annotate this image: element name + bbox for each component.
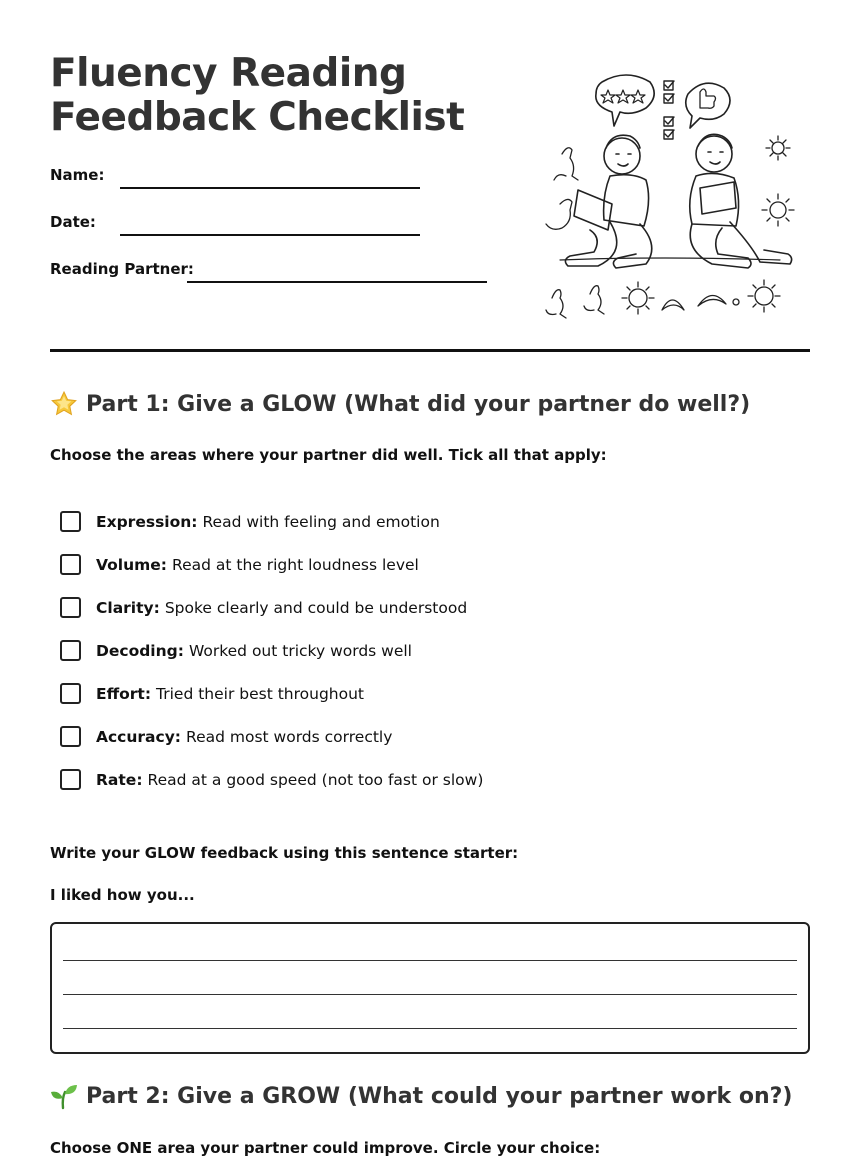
title-line-1: Fluency Reading <box>50 51 407 96</box>
part1-heading <box>50 390 750 418</box>
checkbox[interactable] <box>60 597 81 618</box>
item-label: Rate: <box>96 770 143 789</box>
item-label: Decoding: <box>96 641 184 660</box>
checkbox[interactable] <box>60 554 81 575</box>
thumbs-up-bubble-icon <box>686 83 730 128</box>
boomerang-icons <box>662 295 726 310</box>
checklist-item-volume <box>60 554 419 575</box>
worksheet-title <box>50 52 530 140</box>
name-field <box>50 166 104 184</box>
item-label: Clarity: <box>96 598 160 617</box>
item-text: Read most words correctly <box>186 727 393 746</box>
writing-line <box>63 960 797 961</box>
checkbox[interactable] <box>60 640 81 661</box>
partner-input-line[interactable] <box>187 281 487 283</box>
glow-feedback-writing-box[interactable] <box>50 922 810 1054</box>
part2-instruction: Choose ONE area your partner could improve. Circle your choice: <box>50 1139 601 1157</box>
feedback-prompt: Write your GLOW feedback using this sentence starter: <box>50 844 519 862</box>
reading-children-illustration <box>540 72 800 320</box>
name-input-line[interactable] <box>120 187 420 189</box>
sentence-starter: I liked how you... <box>50 886 195 904</box>
date-input-line[interactable] <box>120 234 420 236</box>
checklist-item-expression <box>60 511 440 532</box>
writing-line <box>63 1028 797 1029</box>
date-field <box>50 213 96 231</box>
checklist-item-rate <box>60 769 483 790</box>
item-label: Expression: <box>96 512 198 531</box>
title-line-2: Feedback Checklist <box>50 95 465 140</box>
star-icon <box>50 390 78 418</box>
item-text: Read with feeling and emotion <box>202 512 440 531</box>
part2-heading <box>50 1082 792 1110</box>
date-label: Date: <box>50 213 96 231</box>
item-text: Worked out tricky words well <box>188 641 412 660</box>
checkbox[interactable] <box>60 769 81 790</box>
checkbox[interactable] <box>60 683 81 704</box>
partner-field <box>50 260 194 278</box>
writing-line <box>63 994 797 995</box>
item-text: Read at the right loudness level <box>172 555 419 574</box>
item-label: Accuracy: <box>96 727 182 746</box>
item-text: Read at a good speed (not too fast or slow) <box>147 770 484 789</box>
kangaroo-icons <box>546 148 604 318</box>
checkbox-icons <box>664 81 674 139</box>
item-text: Tried their best throughout <box>156 684 365 703</box>
item-label: Effort: <box>96 684 152 703</box>
checkbox[interactable] <box>60 511 81 532</box>
boy-left-reading <box>565 135 651 268</box>
section-divider <box>50 349 810 352</box>
checklist-item-effort <box>60 683 364 704</box>
part2-heading-text: Part 2: Give a GROW (What could your partner work on?) <box>86 1083 793 1109</box>
name-label: Name: <box>50 166 105 184</box>
part1-instruction: Choose the areas where your partner did well. Tick all that apply: <box>50 446 607 464</box>
part1-heading-text: Part 1: Give a GLOW (What did your partner do well?) <box>86 391 751 417</box>
item-text: Spoke clearly and could be understood <box>164 598 468 617</box>
checklist-item-decoding <box>60 640 412 661</box>
stars-speech-bubble-icon <box>596 75 654 126</box>
checklist-item-accuracy <box>60 726 392 747</box>
checkbox[interactable] <box>60 726 81 747</box>
checklist-item-clarity <box>60 597 467 618</box>
partner-label: Reading Partner: <box>50 260 194 278</box>
item-label: Volume: <box>96 555 168 574</box>
seedling-icon <box>50 1082 78 1110</box>
